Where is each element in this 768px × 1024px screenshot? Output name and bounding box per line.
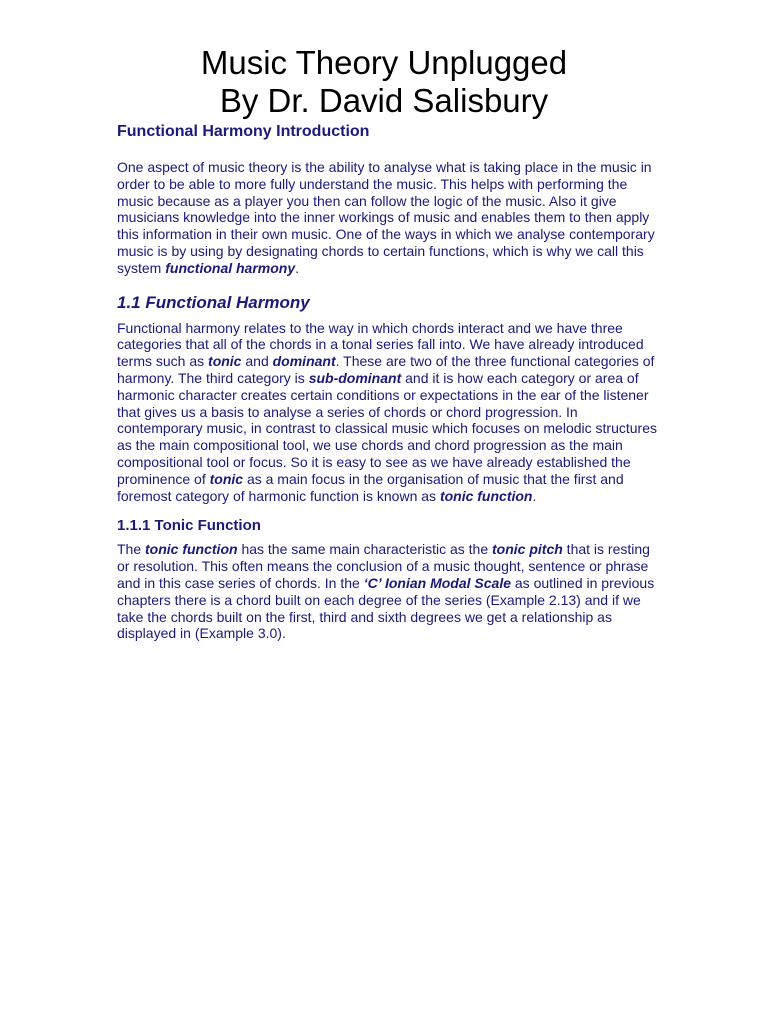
intro-paragraph — [117, 159, 657, 277]
term-tonic-function-2: tonic function — [145, 541, 238, 558]
s11-text-1: Functional harmony relates to the way in which chords interact and we have three categories that all of the chords in a tonal series fall into. We have already introduced terms such as — [117, 319, 644, 370]
s11-text-2: and — [241, 353, 273, 370]
document-body — [117, 122, 657, 642]
term-sub-dominant: sub-dominant — [308, 369, 402, 386]
s11-text-6: . — [532, 487, 537, 504]
s111-text-4: as outlined in previous chapters there is a chord built on each degree of the series (Example 2.13) and if we take the chords built on the first, third and sixth degrees we get a relationship as displayed in (Example 3.0). — [117, 574, 655, 642]
intro-heading: Functional Harmony Introduction — [117, 123, 370, 140]
s111-text-2: has the same main characteristic as the — [237, 541, 493, 558]
section-1-1-paragraph — [117, 320, 657, 505]
term-dominant: dominant — [272, 353, 336, 370]
term-tonic-pitch: tonic pitch — [492, 541, 563, 558]
section-1-1-1-heading: 1.1.1 Tonic Function — [117, 517, 261, 535]
title-line-1: Music Theory Unplugged — [200, 44, 568, 81]
document-title — [0, 44, 768, 120]
title-line-2: By Dr. David Salisbury — [219, 82, 549, 119]
intro-end: . — [295, 259, 300, 276]
term-tonic-function: tonic function — [439, 487, 533, 504]
term-c-ionian-modal-scale: ‘C’ Ionian Modal Scale — [363, 574, 511, 591]
s111-text-3: that is resting or resolution. This often means the conclusion of a music thought, sentence or phrase and in this case series of chords. In the — [117, 541, 650, 591]
term-tonic-2: tonic — [209, 470, 244, 487]
intro-text: One aspect of music theory is the ability to analyse what is taking place in the music in order to be able to more fully understand the music. This helps with performing the music because as a player you then can follow the logic of the music. Also it give musicians knowledge into the inner workings of music and enables them to then apply this information in their own music. One of the ways in which we analyse contemporary music is by using by designating chords to certain functions, which is why we call this system — [117, 159, 655, 276]
term-tonic: tonic — [208, 353, 242, 370]
term-functional-harmony: functional harmony — [165, 259, 296, 276]
section-1-1-1-paragraph — [117, 541, 657, 642]
s11-text-3: . These are two of the three functional categories of harmony. The third category is — [117, 353, 655, 386]
s111-text-1: The — [117, 541, 146, 558]
section-1-1-heading: 1.1 Functional Harmony — [117, 292, 310, 312]
s11-text-4: and it is how each category or area of harmonic character creates certain conditions or expectations in the ear of the listener that gives us a basis to analyse a series of chords or chord progression. In contemporary music, in contrast to classical music which focuses on melodic structures as the main compositional tool, we use chords and chord progression as the main compositional tool or focus. So it is easy to see as we have already established the prominence of — [117, 369, 657, 487]
s11-text-5: as a main focus in the organisation of music that the first and foremost category of harmonic function is known as — [117, 470, 624, 504]
